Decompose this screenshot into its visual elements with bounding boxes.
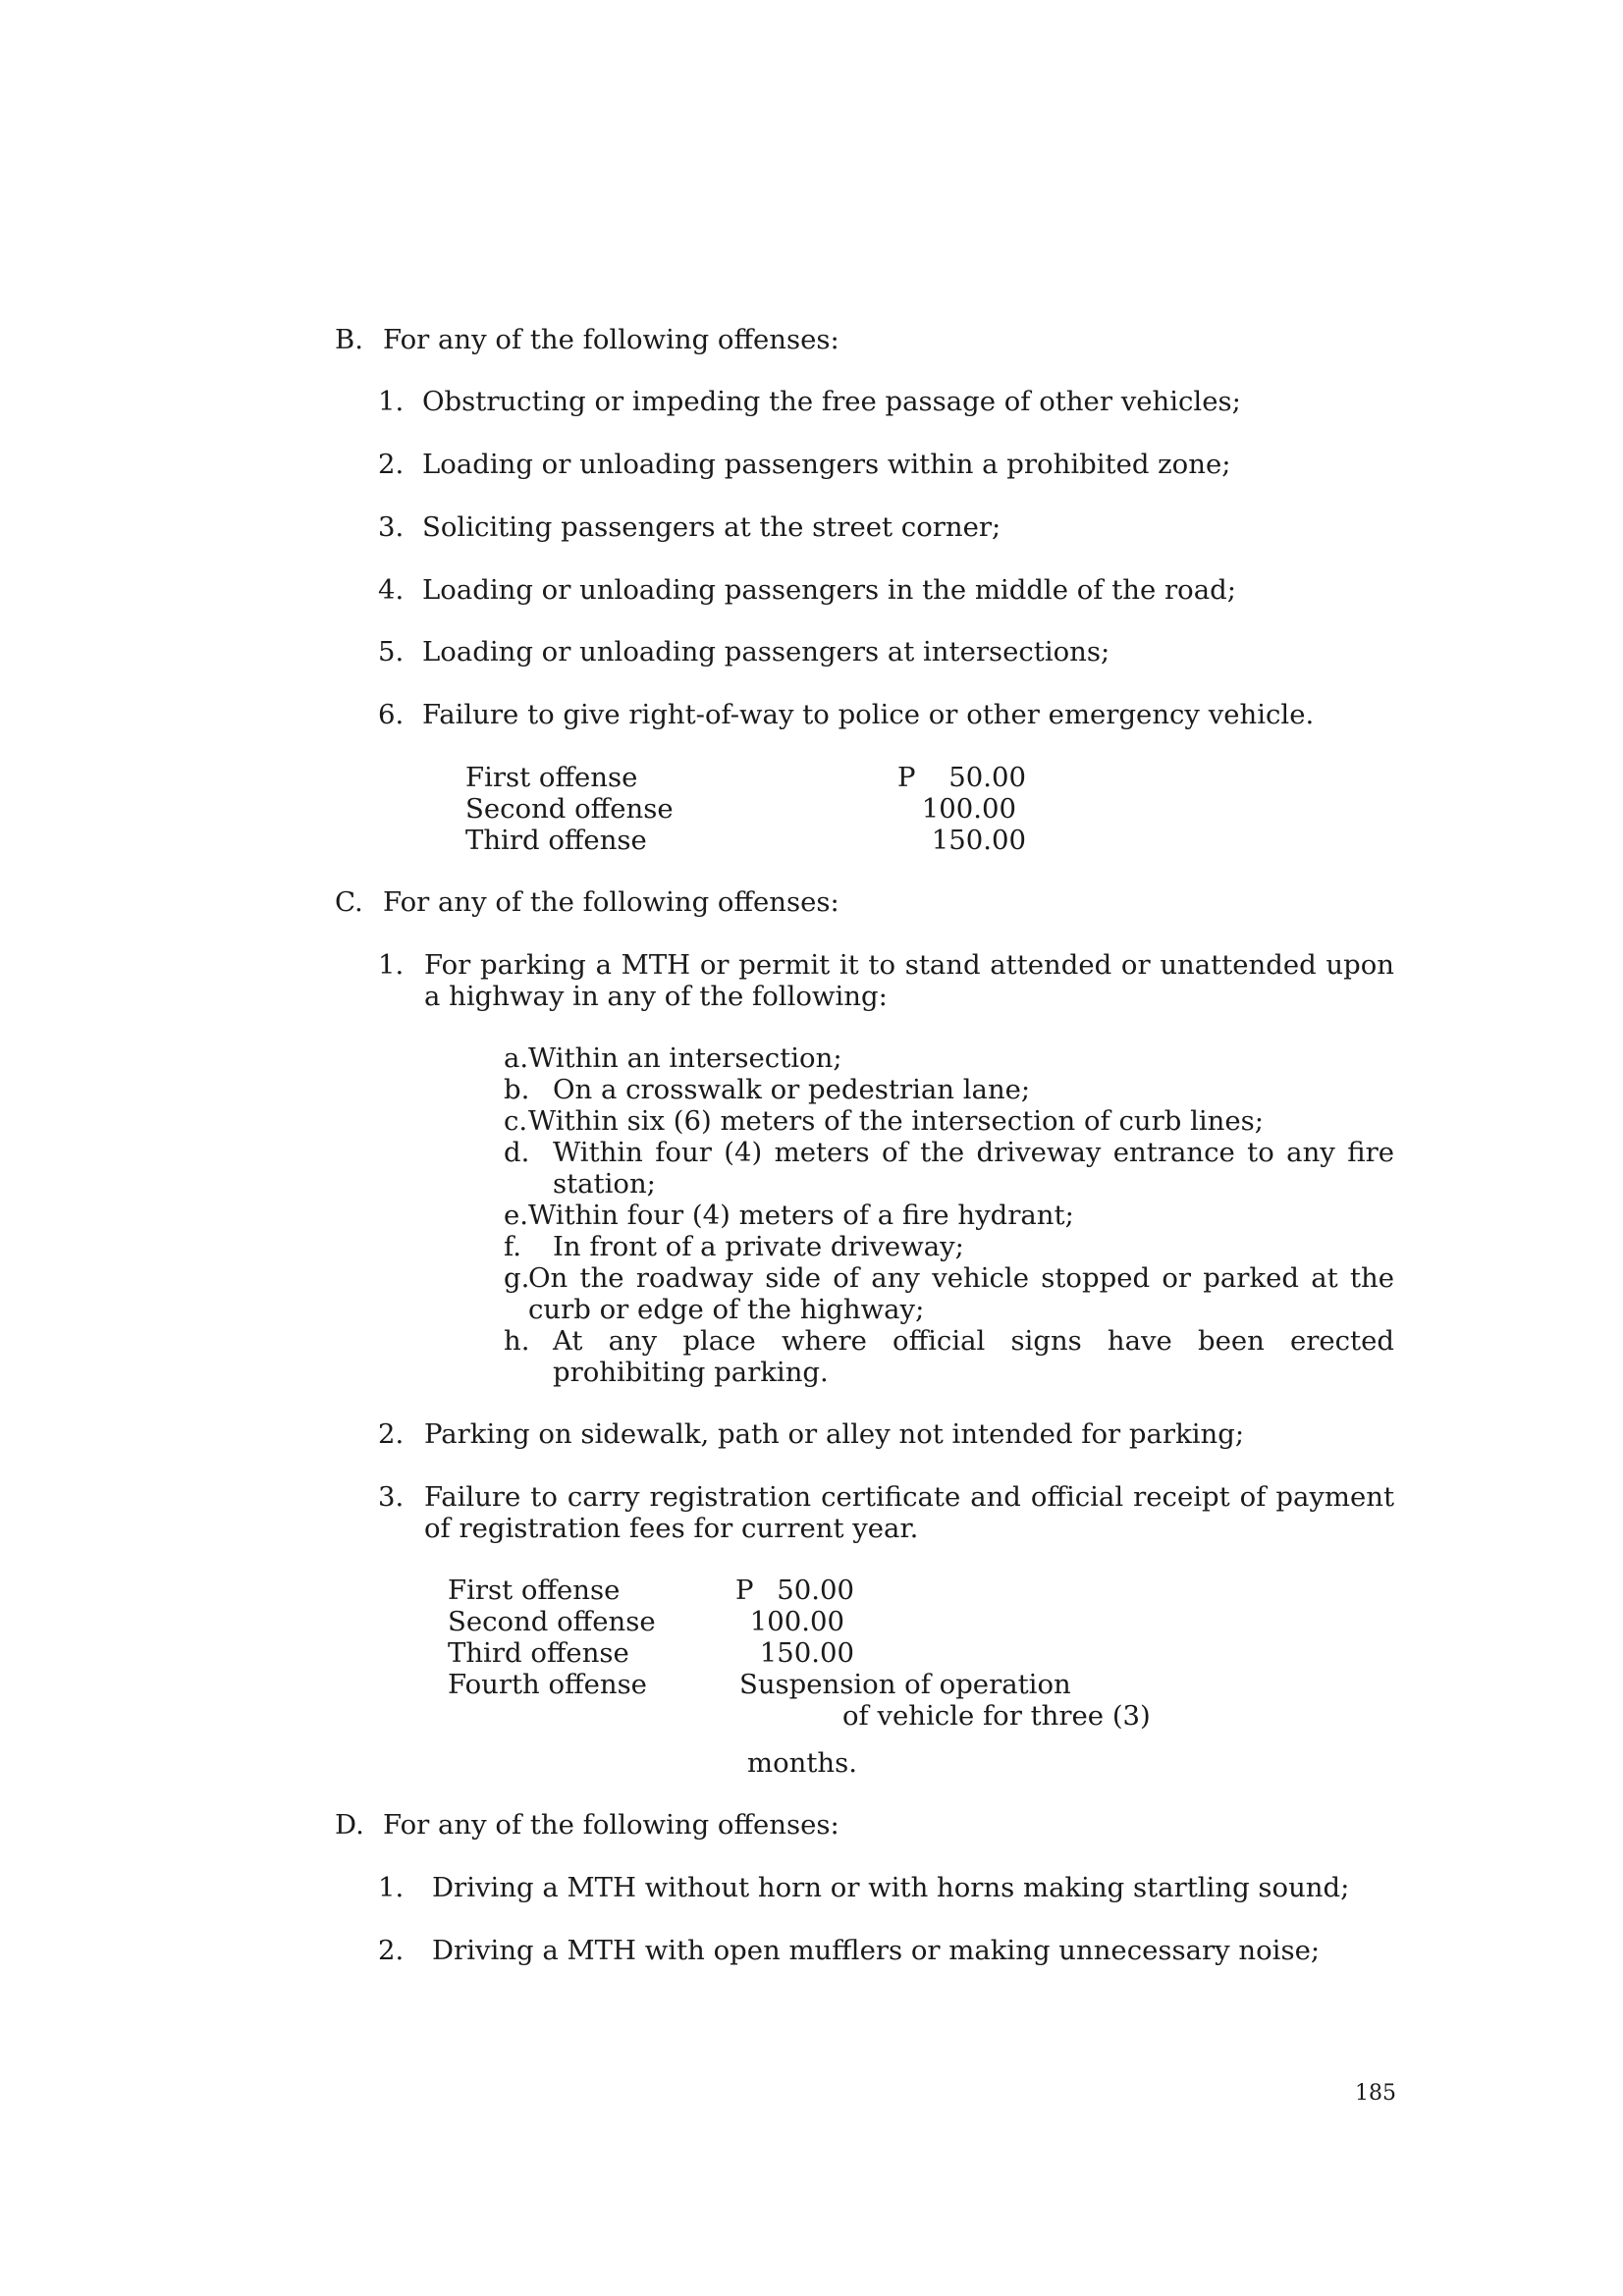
penalty-amount: 150.00	[931, 825, 1026, 856]
penalty-amount: 50.00	[777, 1575, 854, 1606]
subitem-text: In front of a private driveway;	[553, 1231, 964, 1262]
item-number: 1.	[378, 386, 405, 417]
item-text: Failure to carry registration certificate and official receipt of payment of registration fees for current year.	[424, 1481, 1394, 1544]
subitem-text: At any place where official signs have been erected prohibiting parking.	[553, 1325, 1394, 1388]
penalty-label: Third offense	[448, 1637, 629, 1669]
penalty-label: First offense	[465, 762, 638, 793]
subitem-letter: b.	[504, 1074, 530, 1105]
item-number: 2.	[378, 449, 405, 480]
subitem-text: Within six (6) meters of the intersection of curb lines;	[528, 1105, 1265, 1137]
item-text: Parking on sidewalk, path or alley not intended for parking;	[424, 1418, 1245, 1450]
page-number: 185	[1355, 2081, 1396, 2106]
item-number: 1.	[378, 1872, 405, 1903]
penalty-amount: 100.00	[921, 793, 1016, 825]
item-text: Driving a MTH without horn or with horns making startling sound;	[432, 1872, 1350, 1903]
item-text: Failure to give right-of-way to police or other emergency vehicle.	[422, 699, 1315, 730]
penalty-amount: 50.00	[948, 762, 1026, 793]
penalty-label: Second offense	[448, 1606, 656, 1637]
penalty-amount-continued: months.	[747, 1747, 857, 1779]
subitem-text: Within an intersection;	[528, 1042, 842, 1074]
penalty-amount: 100.00	[749, 1606, 844, 1637]
item-text: Driving a MTH with open mufflers or making unnecessary noise;	[432, 1935, 1321, 1966]
subitem-letter: c.	[504, 1105, 528, 1137]
item-text: Loading or unloading passengers in the middle of the road;	[422, 574, 1236, 606]
section-letter: B.	[335, 324, 363, 355]
penalty-label: First offense	[448, 1575, 621, 1606]
item-number: 2.	[378, 1935, 405, 1966]
item-text: Soliciting passengers at the street corner;	[422, 511, 1001, 543]
subitem-letter: a.	[504, 1042, 529, 1074]
item-number: 2.	[378, 1418, 405, 1450]
penalty-label: Fourth offense	[448, 1669, 647, 1700]
subitem-letter: f.	[504, 1231, 521, 1262]
subitem-text-content: On the roadway side of any vehicle stopped or parked at the curb or edge of the highway;	[528, 1262, 1394, 1325]
subitem-letter: h.	[504, 1325, 530, 1357]
penalty-label: Second offense	[465, 793, 674, 825]
item-text: For parking a MTH or permit it to stand attended or unattended upon a highway in any of the following:	[424, 949, 1394, 1012]
subitem-letter: d.	[504, 1137, 530, 1168]
penalty-amount: 150.00	[759, 1637, 854, 1669]
penalty-amount: Suspension of operation	[739, 1669, 1071, 1700]
section-letter: D.	[335, 1809, 364, 1841]
currency-symbol: P	[735, 1575, 754, 1606]
subitem-letter: e.	[504, 1200, 529, 1231]
item-number: 4.	[378, 574, 405, 606]
subitem-text: On a crosswalk or pedestrian lane;	[553, 1074, 1031, 1105]
item-text: Loading or unloading passengers within a prohibited zone;	[422, 449, 1231, 480]
penalty-amount-continued: of vehicle for three (3)	[842, 1700, 1151, 1732]
section-heading: For any of the following offenses:	[383, 324, 839, 355]
subitem-text: Within four (4) meters of the driveway entrance to any fire station;	[553, 1137, 1394, 1200]
subitem-text: Within four (4) meters of a fire hydrant;	[528, 1200, 1074, 1231]
section-heading: For any of the following offenses:	[383, 886, 839, 918]
section-letter: C.	[335, 886, 363, 918]
subitem-text	[528, 1262, 1394, 1325]
item-text: Loading or unloading passengers at intersections;	[422, 636, 1110, 667]
item-number: 3.	[378, 1481, 405, 1513]
item-number: 3.	[378, 511, 405, 543]
item-number: 1.	[378, 949, 405, 981]
item-number: 6.	[378, 699, 405, 730]
item-text: Obstructing or impeding the free passage of other vehicles;	[422, 386, 1241, 417]
penalty-label: Third offense	[465, 825, 647, 856]
subitem-letter: g.	[504, 1262, 530, 1294]
currency-symbol: P	[897, 762, 916, 793]
section-heading: For any of the following offenses:	[383, 1809, 839, 1841]
item-number: 5.	[378, 636, 405, 667]
